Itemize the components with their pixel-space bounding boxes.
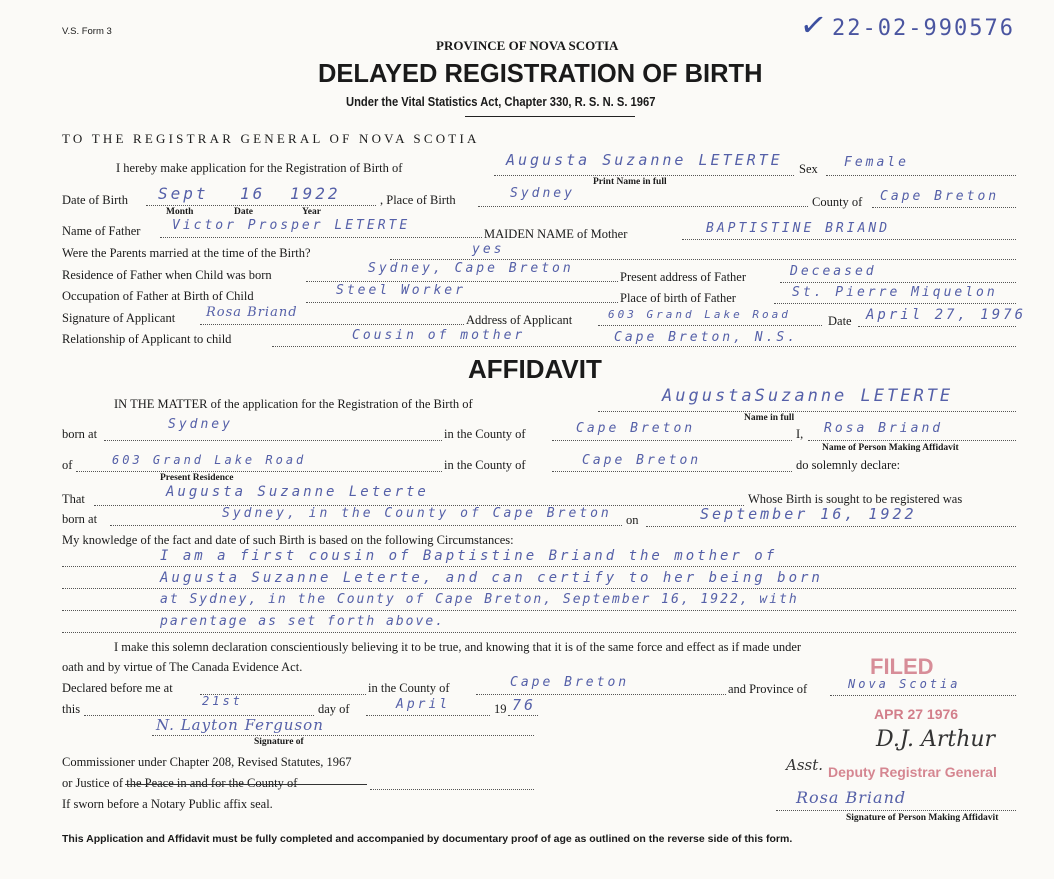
form-number: V.S. Form 3 [62,26,112,37]
pob-label: Place of Birth [386,193,456,207]
check-mark-icon: ✓ [797,5,830,45]
filed-stamp: FILED [870,654,934,679]
res-father-value: Sydney, Cape Breton [368,261,574,276]
month-value: April [396,697,451,712]
county3-value: Cape Breton [510,675,630,690]
i-label: I, [796,427,804,441]
deputy-signature: D.J. Arthur [876,727,996,752]
affiant-sig-note: Signature of Person Making Affidavit [846,813,999,823]
affidavit-heading: AFFIDAVIT [468,354,602,384]
province-line [830,695,1016,696]
this-label: this [62,702,81,716]
province-label: and Province of [728,682,808,696]
in-county-label-1: in the County of [444,427,526,441]
present-addr-line [780,282,1016,283]
dob-label: Date of Birth [62,193,128,207]
affiant-signature: Rosa Briand [796,788,907,807]
date-line [858,326,1016,327]
to-registrar-line: TO THE REGISTRAR GENERAL OF NOVA SCOTIA [62,131,480,146]
that-label: That [62,492,85,506]
county-value: Cape Breton [880,189,1000,204]
county1-value: Cape Breton [576,421,696,436]
in-county-label-3: in the County of [368,681,450,695]
matter-label: IN THE MATTER of the application for the Registration of the Birth of [114,397,473,411]
year-line [508,715,538,716]
born-at-label: born at [62,427,98,441]
residence-line [76,471,442,472]
applicant-addr-line [598,325,822,326]
form-subtitle: Under the Vital Statistics Act, Chapter 330, R. S. N. S. 1967 [346,94,656,109]
circ-line-3 [62,610,1016,611]
relationship-line [272,346,1016,347]
circumstance-line: parentage as set forth above. [160,614,445,629]
applicant-addr-label: Address of Applicant [466,313,573,327]
father-pob-label: Place of birth of Father [620,291,736,305]
knowledge-label: My knowledge of the fact and date of such Birth is based on the following Circumstances: [62,533,514,547]
relationship-value: Cousin of mother [352,328,526,343]
matter-line [598,411,1016,412]
res-father-label: Residence of Father when Child was born [62,268,272,282]
county-label: County of [812,195,863,209]
in-county-label-2: in the County of [444,458,526,472]
occupation-line [306,302,618,303]
province-heading: PROVINCE OF NOVA SCOTIA [436,38,619,53]
date-value: April 27, 1976 [866,307,1027,323]
justice-line [370,789,534,790]
sex-line [826,175,1016,176]
mother-line [682,239,1016,240]
month-note: Month [166,207,194,217]
relationship-label: Relationship of Applicant to child [62,332,232,346]
dob-line [146,205,376,206]
mother-value: BAPTISTINE BRIAND [706,221,891,236]
year-note: Year [302,207,321,217]
father-label: Name of Father [62,224,141,238]
circ-line-4 [62,632,1016,633]
registration-number: 22-02-990576 [832,16,1015,41]
province-value: Nova Scotia [848,677,961,691]
on-date-value: September 16, 1922 [700,505,917,523]
circ-line-1 [62,566,1016,567]
justice-label: or Justice of the Peace in and for the County of [62,776,298,790]
father-value: Victor Prosper LETERTE [172,218,411,233]
name-note: Name in full [744,413,795,423]
dob-day-value: 16 [240,184,266,203]
circumstance-line: I am a first cousin of Baptistine Briand the mother of [160,548,778,564]
circ-line-2 [62,588,1016,589]
print-name-note: Print Name in full [593,177,667,187]
child-name-line [494,175,794,176]
affiant-sig-line [776,810,1016,811]
child-name-value: Augusta Suzanne LETERTE [506,151,783,169]
sig-of-note: Signature of [254,737,304,747]
commissioner-sig-line [152,735,534,736]
applicant-signature: Rosa Briand [206,305,298,320]
footer-note: This Application and Affidavit must be fully completed and accompanied by documentary proof of age as outlined on the reverse side of this form. [62,833,793,845]
sig-line [200,324,464,325]
affiant-note: Name of Person Making Affidavit [822,443,959,453]
mother-label: MAIDEN NAME of Mother [484,227,628,241]
sig-label: Signature of Applicant [62,311,176,325]
county1-line [552,440,792,441]
occupation-value: Steel Worker [336,283,466,298]
form-title: DELAYED REGISTRATION OF BIRTH [318,58,763,88]
born-at-line [104,440,442,441]
on-label: on [626,513,639,527]
apply-label: I hereby make application for the Registration of Birth of [116,161,403,175]
county-line [872,207,1016,208]
pob-line [478,206,808,207]
solemn-text-2: oath and by virtue of The Canada Evidence Act. [62,660,303,674]
father-line [160,237,482,238]
married-value: yes [472,242,505,257]
married-label: Were the Parents married at the time of the Birth? [62,246,311,260]
date-label: Date [828,314,852,328]
year-prefix: 19 [494,702,507,716]
that-name-value: Augusta Suzanne Leterte [166,484,429,500]
residence-note: Present Residence [160,473,234,483]
county3-line [476,694,726,695]
strikethrough-line [125,784,367,785]
occupation-label: Occupation of Father at Birth of Child [62,289,254,303]
present-addr-label: Present address of Father [620,270,747,284]
notary-label: If sworn before a Notary Public affix seal. [62,797,273,811]
title-rule [465,116,635,117]
day-value: 21st [202,694,243,708]
month-line [366,715,490,716]
date-note: Date [234,207,253,217]
applicant-addr-value: 603 Grand Lake Road [608,308,791,321]
sex-label: Sex [799,162,818,176]
married-line [390,259,1016,260]
father-pob-value: St. Pierre Miquelon [792,285,998,300]
sex-value: Female [844,155,909,170]
whose-label: Whose Birth is sought to be registered was [748,492,963,506]
declare-label: do solemnly declare: [796,458,901,472]
of-label: of [62,458,73,472]
born-at2-label: born at [62,512,98,526]
circumstance-line: at Sydney, in the County of Cape Breton, September 16, 1922, with [160,592,799,607]
day-of-label: day of [318,702,350,716]
born-at-value: Sydney [168,417,233,432]
father-pob-line [774,303,1016,304]
county2-value: Cape Breton [582,453,702,468]
residence-value: 603 Grand Lake Road [112,453,307,467]
affiant-value: Rosa Briand [824,421,944,436]
pob-value: Sydney [510,186,575,201]
year-value: 76 [512,696,537,714]
solemn-text-1: I make this solemn declaration conscientiously believing it to be true, and knowing that it is of the same force and effect as if made under [114,640,802,654]
res-father-line [306,281,618,282]
commissioner-signature: N. Layton Ferguson [156,716,324,734]
deputy-registrar-stamp: Deputy Registrar General [828,764,997,780]
born-at2-value: Sydney, in the County of Cape Breton [222,506,612,521]
filed-date-stamp: APR 27 1976 [874,706,959,722]
present-addr-value: Deceased [790,264,877,279]
dob-year-value: 1922 [290,184,341,203]
born-at2-line [110,525,622,526]
circumstance-line: Augusta Suzanne Leterte, and can certify to her being born [160,570,823,586]
on-date-line [646,526,1016,527]
matter-name-value: AugustaSuzanne LETERTE [662,386,954,406]
commissioner-label: Commissioner under Chapter 208, Revised Statutes, 1967 [62,755,352,769]
declared-label: Declared before me at [62,681,173,695]
county2-line [552,471,792,472]
relationship-place-value: Cape Breton, N.S. [614,330,799,345]
affiant-line [808,440,1016,441]
dob-month-value: Sept [158,184,209,203]
asst-note: Asst. [786,756,824,774]
